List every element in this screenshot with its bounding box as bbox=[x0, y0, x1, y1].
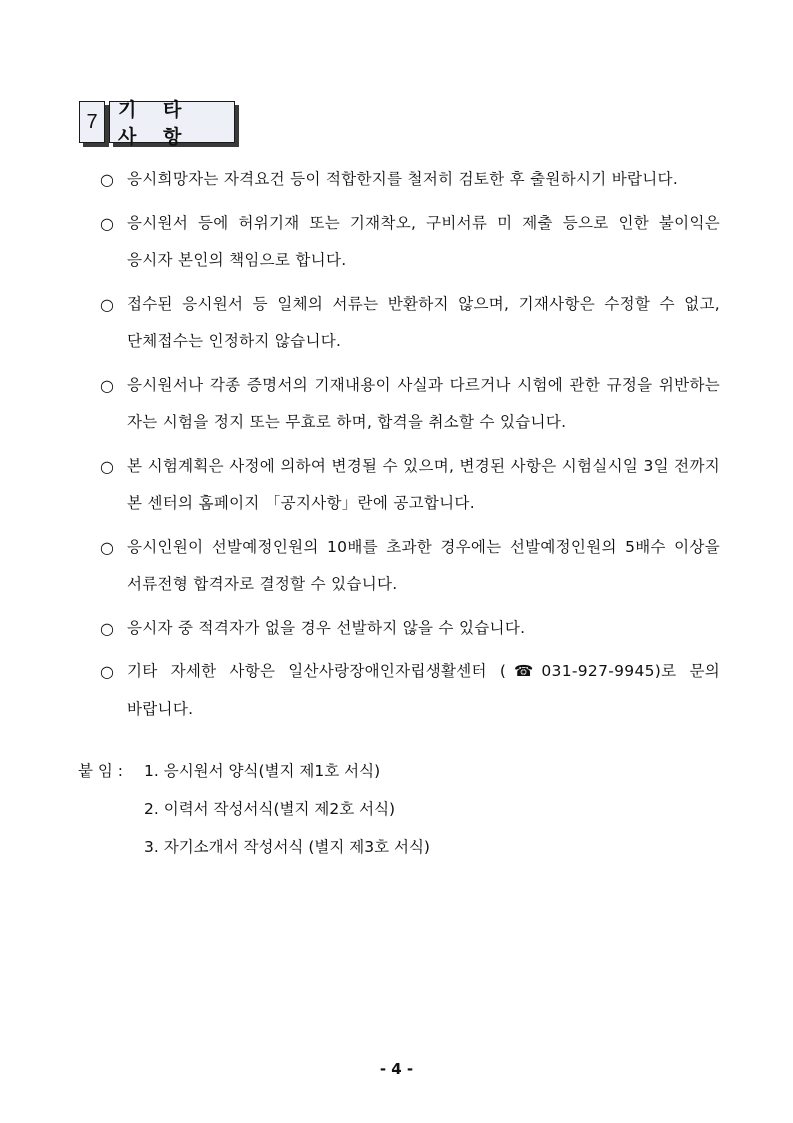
circle-bullet-icon: ○ bbox=[100, 618, 114, 638]
item-text: 응시원서나 각종 증명서의 기재내용이 사실과 다르거나 시험에 관한 규정을 위반하는 자는 시험을 정지 또는 무효로 하며, 합격을 취소할 수 있습니다. bbox=[127, 375, 720, 431]
circle-bullet-icon: ○ bbox=[100, 294, 114, 314]
section-heading bbox=[79, 99, 235, 148]
attachment-item: 2. 이력서 작성서식(별지 제2호 서식) bbox=[144, 800, 396, 818]
circle-bullet-icon: ○ bbox=[100, 537, 114, 557]
list-item bbox=[100, 205, 720, 280]
notice-list bbox=[100, 161, 720, 734]
list-item bbox=[100, 367, 720, 442]
item-text: 응시인원이 선발예정인원의 10배를 초과한 경우에는 선발예정인원의 5배수 이상을 서류전형 합격자로 결정할 수 있습니다. bbox=[127, 537, 720, 593]
circle-bullet-icon: ○ bbox=[100, 662, 114, 681]
attachment-item: 1. 응시원서 양식(별지 제1호 서식) bbox=[144, 762, 381, 780]
section-number: 7 bbox=[79, 101, 105, 143]
page-number: - 4 - bbox=[379, 1060, 414, 1078]
section-title: 기 타 사 항 bbox=[109, 101, 235, 143]
list-item bbox=[100, 161, 720, 199]
circle-bullet-icon: ○ bbox=[100, 170, 114, 189]
circle-bullet-icon: ○ bbox=[100, 375, 114, 395]
item-text: 접수된 응시원서 등 일체의 서류는 반환하지 않으며, 기재사항은 수정할 수 없고, 단체접수는 인정하지 않습니다. bbox=[127, 294, 720, 350]
circle-bullet-icon: ○ bbox=[100, 213, 114, 233]
attachments-label: 붙 임 : bbox=[78, 762, 124, 780]
list-item bbox=[100, 448, 720, 523]
list-item bbox=[100, 653, 720, 728]
circle-bullet-icon: ○ bbox=[100, 456, 114, 476]
attachment-item: 3. 자기소개서 작성서식 (별지 제3호 서식) bbox=[144, 838, 430, 856]
item-text: 기타 자세한 사항은 일산사랑장애인자립생활센터 (☎031-927-9945)로 문의 바랍니다. bbox=[127, 662, 720, 718]
item-text: 응시자 중 적격자가 없을 경우 선발하지 않을 수 있습니다. bbox=[127, 618, 526, 637]
item-text: 본 시험계획은 사정에 의하여 변경될 수 있으며, 변경된 사항은 시험실시일 3일 전까지 본 센터의 홈페이지 「공지사항」란에 공고합니다. bbox=[127, 456, 720, 512]
attachments bbox=[78, 752, 430, 866]
list-item bbox=[100, 529, 720, 604]
item-text: 응시원서 등에 허위기재 또는 기재착오, 구비서류 미 제출 등으로 인한 불이익은 응시자 본인의 책임으로 합니다. bbox=[127, 213, 720, 269]
list-item bbox=[100, 286, 720, 361]
list-item bbox=[100, 610, 720, 648]
attachment-row bbox=[78, 752, 430, 790]
item-text: 응시희망자는 자격요건 등이 적합한지를 철저히 검토한 후 출원하시기 바랍니다. bbox=[127, 170, 679, 188]
